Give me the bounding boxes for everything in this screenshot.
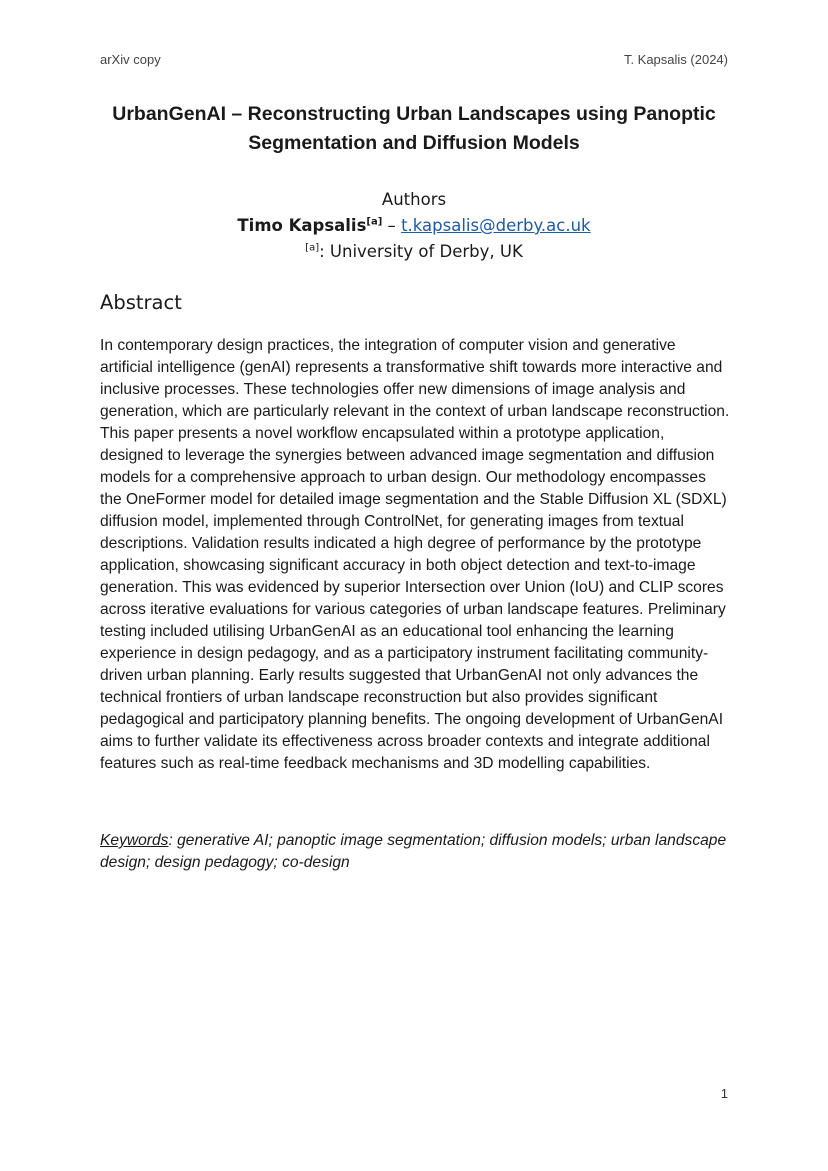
header-right: T. Kapsalis (2024) [623,52,728,67]
authors-block [100,187,728,265]
keywords-text: : generative AI; panoptic image segmentation; diffusion models; urban landscape design; design pedagogy; co-design [100,832,727,871]
affiliation-line [100,239,728,265]
affiliation-text: : University of Derby, UK [319,242,523,261]
authors-heading: Authors [381,190,447,209]
keywords-label: Keywords [100,832,169,849]
keywords [100,830,730,874]
author-name: Timo Kapsalis [237,216,367,235]
abstract-heading: Abstract [100,291,182,314]
running-header [100,52,728,67]
author-superscript: [a] [366,216,383,228]
author-line [100,213,728,239]
author-separator: – [382,216,402,235]
page-number: 1 [720,1086,728,1101]
paper-title: UrbanGenAI – Reconstructing Urban Landscapes using Panoptic Segmentation and Diffusion Models [112,103,716,154]
author-email-link[interactable]: t.kapsalis@derby.ac.uk [401,216,591,235]
header-left: arXiv copy [100,52,161,67]
abstract-body: In contemporary design practices, the integration of computer vision and generative artificial intelligence (genAI) represents a transformative shift towards more interactive and inclusive processes. These technologies offer new dimensions of image analysis and generation, which are particularly relevant in the context of urban landscape reconstruction. This paper presents a novel workflow encapsulated within a prototype application, designed to leverage the synergies between advanced image segmentation and diffusion models for a comprehensive approach to urban design. Our methodology encompasses the OneFormer model for detailed image segmentation and the Stable Diffusion XL (SDXL) diffusion model, implemented through ControlNet, for generating images from textual descriptions. Validation results indicated a high degree of performance by the prototype application, showcasing significant accuracy in both object detection and text-to-image generation. This was evidenced by superior Intersection over Union (IoU) and CLIP scores across iterative evaluations for various categories of urban landscape features. Preliminary testing included utilising UrbanGenAI as an educational tool enhancing the learning experience in design pedagogy, and as a participatory instrument facilitating community-driven urban planning. Early results suggested that UrbanGenAI not only advances the technical frontiers of urban landscape reconstruction but also provides significant pedagogical and participatory planning benefits. The ongoing development of UrbanGenAI aims to further validate its effectiveness across broader contexts and integrate additional features such as real-time feedback mechanisms and 3D modelling capabilities. [100,337,730,772]
affiliation-superscript: [a] [305,242,320,254]
